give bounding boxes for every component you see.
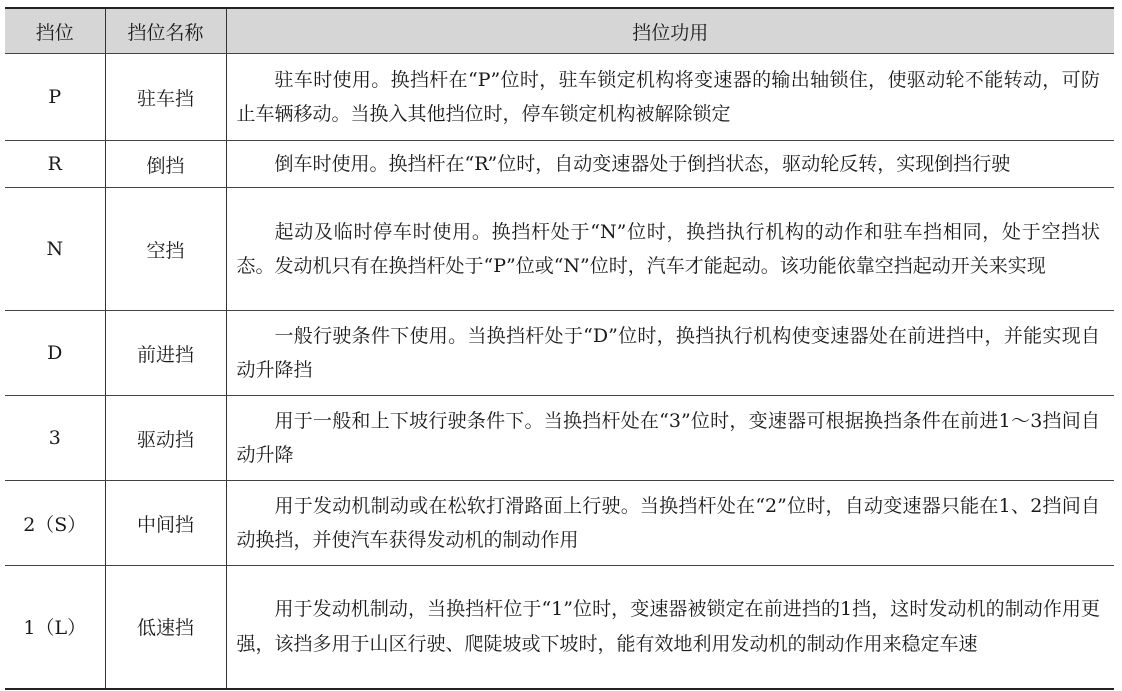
gear-position: R <box>5 141 105 188</box>
gear-function: 倒车时使用。换挡杆在“R”位时，自动变速器处于倒挡状态，驱动轮反转，实现倒挡行驶 <box>226 141 1114 188</box>
table-row <box>5 311 1114 396</box>
table-row <box>5 54 1114 141</box>
table-row <box>5 481 1114 566</box>
header-name: 挡位名称 <box>105 8 226 54</box>
gear-position: D <box>5 311 105 396</box>
gear-name: 驻车挡 <box>105 54 226 141</box>
gear-position: 1（L） <box>5 566 105 689</box>
gear-function: 用于一般和上下坡行驶条件下。当换挡杆处在“3”位时，变速器可根据换挡条件在前进1～3挡间自动升降 <box>226 396 1114 481</box>
gear-function: 用于发动机制动或在松软打滑路面上行驶。当换挡杆处在“2”位时，自动变速器只能在1、2挡间自动换挡，并使汽车获得发动机的制动作用 <box>226 481 1114 566</box>
table-row <box>5 141 1114 188</box>
gear-position: 2（S） <box>5 481 105 566</box>
gear-function: 用于发动机制动，当换挡杆位于“1”位时，变速器被锁定在前进挡的1挡，这时发动机的制动作用更强，该挡多用于山区行驶、爬陡坡或下坡时，能有效地利用发动机的制动作用来稳定车速 <box>226 566 1114 689</box>
gear-name: 空挡 <box>105 188 226 311</box>
table-row <box>5 566 1114 689</box>
gear-position: 3 <box>5 396 105 481</box>
gear-name: 中间挡 <box>105 481 226 566</box>
table-header-row <box>5 8 1114 54</box>
gear-function: 驻车时使用。换挡杆在“P”位时，驻车锁定机构将变速器的输出轴锁住，使驱动轮不能转动，可防止车辆移动。当换入其他挡位时，停车锁定机构被解除锁定 <box>226 54 1114 141</box>
gear-name: 驱动挡 <box>105 396 226 481</box>
gear-name: 倒挡 <box>105 141 226 188</box>
gear-position: N <box>5 188 105 311</box>
gear-function: 一般行驶条件下使用。当换挡杆处于“D”位时，换挡执行机构使变速器处在前进挡中，并能实现自动升降挡 <box>226 311 1114 396</box>
header-function: 挡位功用 <box>226 8 1114 54</box>
gear-position: P <box>5 54 105 141</box>
table-row <box>5 188 1114 311</box>
table-row <box>5 396 1114 481</box>
gear-function-table <box>5 7 1114 690</box>
gear-name: 低速挡 <box>105 566 226 689</box>
gear-name: 前进挡 <box>105 311 226 396</box>
header-position: 挡位 <box>5 8 105 54</box>
gear-function: 起动及临时停车时使用。换挡杆处于“N”位时，换挡执行机构的动作和驻车挡相同，处于空挡状态。发动机只有在换挡杆处于“P”位或“N”位时，汽车才能起动。该功能依靠空挡起动开关来实现 <box>226 188 1114 311</box>
